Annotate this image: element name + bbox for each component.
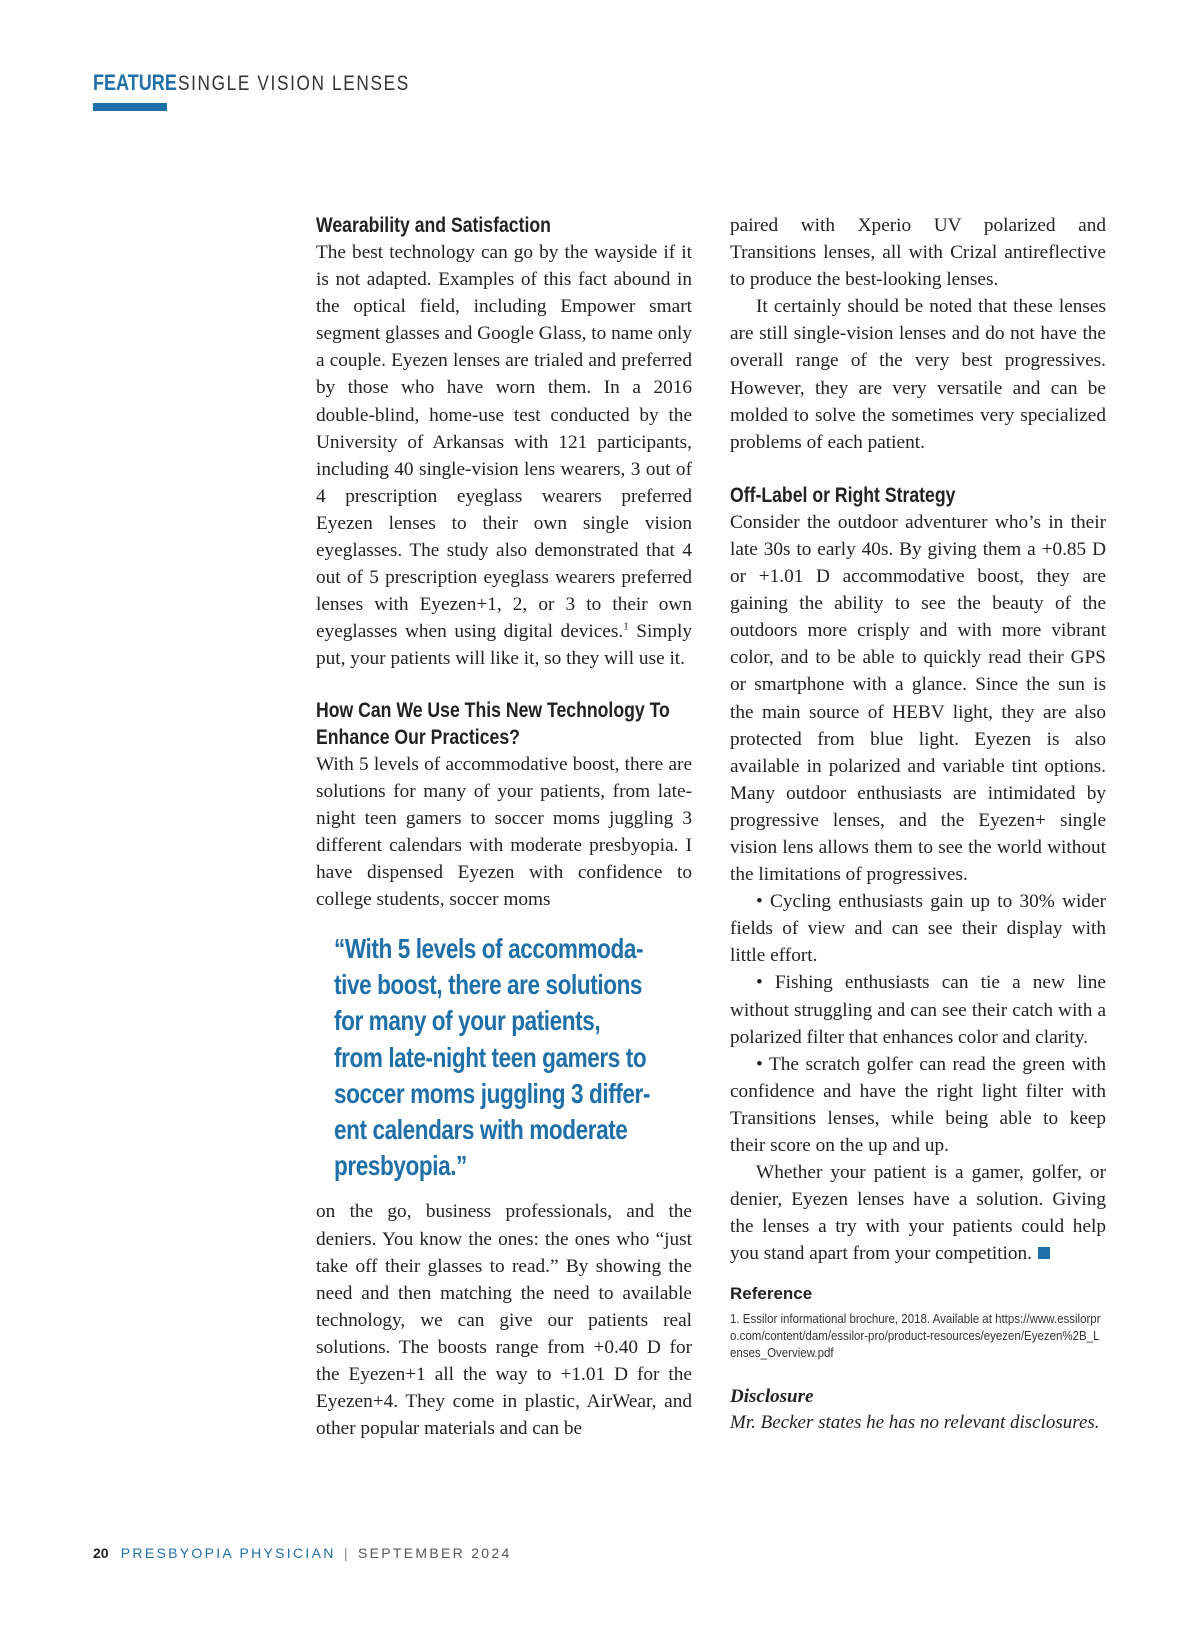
paragraph-conclusion	[730, 1159, 1106, 1267]
bullet-golfer: • The scratch golfer can read the green with confidence and have the right light filter with Transitions lenses, while being able to keep their score on the up and up.	[730, 1053, 1106, 1156]
heading-new-technology: How Can We Use This New Technology To Enhance Our Practices?	[316, 698, 670, 749]
paragraph-single-vision-note: It certainly should be noted that these lenses are still single-vision lenses and do not have the overall range of the very best progressives. However, they are very versatile and can be molded to solve the sometimes very specialized problems of each patient.	[730, 296, 1106, 453]
reference-text: 1. Essilor informational brochure, 2018. Available at https://www.essilorpro.com/content/dam/essilor-pro/product-resources/eyezen/Eyezen%2B_Lenses_Overview.pdf	[730, 1312, 1101, 1361]
end-of-article-mark	[1038, 1247, 1050, 1259]
bullet-cycling: • Cycling enthusiasts gain up to 30% wider fields of view and can see their display with little effort.	[730, 891, 1106, 967]
issue-date: SEPTEMBER 2024	[357, 1545, 512, 1561]
bullet-fishing: • Fishing enthusiasts can tie a new line without struggling and can see their catch with a polarized filter that enhances color and clarity.	[730, 972, 1106, 1048]
paragraph-conclusion-text: Whether your patient is a gamer, golfer, or denier, Eyezen lenses have a solution. Giving the lenses a try with your patients could help you stand apart from your competition.	[730, 1162, 1106, 1265]
right-column	[730, 212, 1106, 1436]
paragraph-outdoor-adventurer: Consider the outdoor adventurer who’s in their late 30s to early 40s. By giving them a +0.85 D or +1.01 D accommodative boost, they are gaining the ability to see the beauty of the outdoors more crisply and with more vibrant color, and to be able to quickly read their GPS or smartphone with a glance. Since the sun is the main source of HEBV light, they are also protected from blue light. Eyezen is also available in polarized and variable tint options. Many outdoor enthusiasts are intimidated by progressive lenses, and the Eyezen+ single vision lens allows them to see the world without the limitations of progressives.	[730, 511, 1106, 886]
page-number: 20	[93, 1545, 109, 1561]
footer-separator: |	[343, 1545, 350, 1561]
paragraph-transitions: paired with Xperio UV polarized and Transitions lenses, all with Crizal antireflective to produce the best-looking lenses.	[730, 215, 1106, 291]
heading-off-label: Off-Label or Right Strategy	[730, 483, 956, 507]
paragraph-wearability	[316, 239, 692, 673]
page-header	[93, 70, 410, 96]
disclosure-title: Disclosure	[730, 1386, 814, 1408]
citation-ref: 1	[623, 620, 629, 633]
paragraph-wearability-text: The best technology can go by the wayside if it is not adapted. Examples of this fact abound in the optical field, including Empower smart segment glasses and Google Glass, to name only a couple. Eyezen lenses are trialed and preferred by those who have worn them. In a 2016 double-blind, home-use test conducted by the University of Arkansas with 121 participants, including 40 single-vision lens wearers, 3 out of 4 prescription eyeglass wearers preferred Eyezen lenses to their own single vision eyeglasses. The study also demonstrated that 4 out of 5 prescription eyeglass wearers preferred lenses with Eyezen+1, 2, or 3 to their own eyeglasses when using digital devices.	[316, 242, 692, 643]
section-label: SINGLE VISION LENSES	[178, 72, 410, 95]
paragraph-wearability-tail: Simply put, your patients will like it, so they will use it.	[316, 621, 692, 670]
header-accent-bar	[93, 103, 167, 111]
publication-name: PRESBYOPIA PHYSICIAN	[120, 1545, 336, 1561]
pull-quote: “With 5 levels of accommoda- tive boost, there are solutions for many of your patients, from late-night teen gamers to soccer moms juggling 3 differ- ent calendars with moderate presbyopia.”	[334, 933, 650, 1182]
paragraph-accommodative-boost: With 5 levels of accommodative boost, there are solutions for many of your patients, from late-night teen gamers to soccer moms juggling 3 different calendars with moderate presbyopia. I have dispensed Eyezen with confidence to college students, soccer moms	[316, 753, 692, 910]
page-footer	[93, 1545, 512, 1561]
disclosure-text: Mr. Becker states he has no relevant disclosures.	[730, 1412, 1100, 1434]
reference-title: Reference	[730, 1284, 813, 1304]
paragraph-deniers: on the go, business professionals, and the deniers. You know the ones: the ones who “just take off their glasses to read.” By showing the need and then matching the need to available technology, we can give our patients real solutions. The boosts range from +0.40 D for the Eyezen+1 all the way to +1.01 D for the Eyezen+4. They come in plastic, AirWear, and other popular materials and can be	[316, 1201, 692, 1440]
left-column	[316, 212, 692, 1442]
feature-label: FEATURE	[93, 70, 177, 95]
heading-wearability: Wearability and Satisfaction	[316, 214, 551, 237]
